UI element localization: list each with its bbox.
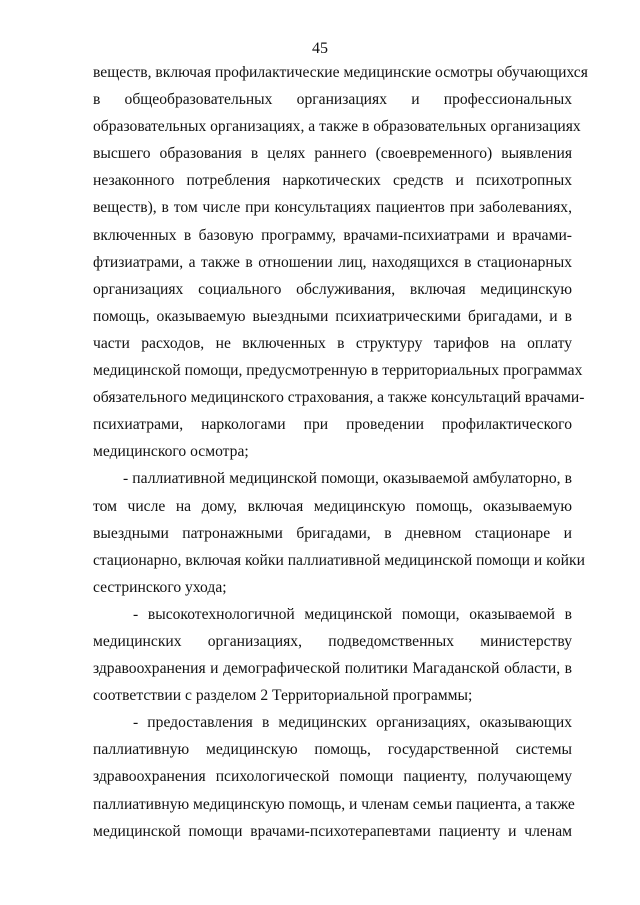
- text-line: высшего образования в целях раннего (своевременного) выявления: [93, 145, 572, 163]
- text-line: обязательного медицинского страхования, а также консультаций врачами-: [93, 389, 585, 407]
- text-line: паллиативную медицинскую помощь, и членам семьи пациента, а также: [93, 795, 575, 813]
- text-line: медицинской помощи врачами-психотерапевтами пациенту и членам: [93, 822, 572, 840]
- text-line-last: соответствии с разделом 2 Территориальной программы;: [93, 687, 473, 705]
- text-line: том числе на дому, включая медицинскую помощь, оказываемую: [93, 497, 572, 515]
- text-line: помощь, оказываемую выездными психиатрическими бригадами, и в: [93, 307, 572, 325]
- text-line: стационарно, включая койки паллиативной медицинской помощи и койки: [93, 551, 585, 569]
- text-line: паллиативную медицинскую помощь, государственной системы: [93, 741, 572, 759]
- text-line: веществ, включая профилактические медицинские осмотры обучающихся: [93, 64, 588, 81]
- text-line: в общеобразовательных организациях и профессиональных: [93, 91, 572, 109]
- text-line: медицинских организациях, подведомственных министерству: [93, 632, 572, 650]
- text-line: веществ), в том числе при консультациях пациентов при заболеваниях,: [93, 199, 572, 217]
- text-line-last: сестринского ухода;: [93, 578, 227, 596]
- document-body: [93, 59, 588, 845]
- list-item-psychological-help: [93, 709, 575, 844]
- text-line: выездными патронажными бригадами, в дневном стационаре и: [93, 524, 572, 542]
- text-line: незаконного потребления наркотических средств и психотропных: [93, 172, 572, 190]
- list-item-palliative-care: [93, 465, 585, 600]
- list-item-high-tech-care: [93, 601, 572, 709]
- text-line-first: - предоставления в медицинских организациях, оказывающих: [133, 714, 572, 732]
- paragraph-continuation: [93, 59, 588, 465]
- text-line: части расходов, не включенных в структуру тарифов на оплату: [93, 334, 572, 352]
- text-line: фтизиатрами, а также в отношении лиц, находящихся в стационарных: [93, 253, 572, 271]
- text-line: организациях социального обслуживания, включая медицинскую: [93, 280, 572, 298]
- text-line-first: - высокотехнологичной медицинской помощи, оказываемой в: [133, 605, 572, 623]
- text-line: здравоохранения и демографической политики Магаданской области, в: [93, 660, 572, 678]
- page-number: 45: [312, 40, 328, 57]
- text-line: включенных в базовую программу, врачами-психиатрами и врачами-: [93, 226, 572, 244]
- text-line: здравоохранения психологической помощи пациенту, получающему: [93, 768, 572, 786]
- text-line: образовательных организациях, а также в образовательных организациях: [93, 118, 581, 136]
- text-line-last: медицинского осмотра;: [93, 443, 249, 461]
- text-line-first: - паллиативной медицинской помощи, оказываемой амбулаторно, в: [123, 470, 572, 488]
- text-line: медицинской помощи, предусмотренную в территориальных программах: [93, 362, 583, 380]
- text-line: психиатрами, наркологами при проведении профилактического: [93, 416, 572, 434]
